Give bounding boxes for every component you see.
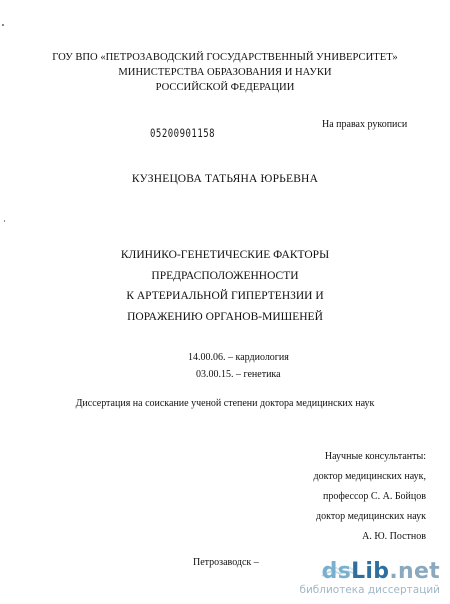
- specialty-cardiology: 14.00.06. – кардиология: [188, 352, 289, 363]
- dslib-watermark: [299, 560, 440, 596]
- scan-speck: [2, 24, 4, 26]
- country-name: РОССИЙСКОЙ ФЕДЕРАЦИИ: [155, 82, 295, 93]
- consultant-degree: доктор медицинских наук,: [313, 471, 426, 482]
- specialty-genetics: 03.00.15. – генетика: [196, 369, 281, 380]
- ministry-name: МИНИСТЕРСТВА ОБРАЗОВАНИЯ И НАУКИ: [118, 67, 332, 78]
- manuscript-note: На правах рукописи: [322, 119, 408, 130]
- institution-name: ГОУ ВПО «ПЕТРОЗАВОДСКИЙ ГОСУДАРСТВЕННЫЙ УНИВЕРСИТЕТ»: [52, 52, 398, 63]
- title-line: К АРТЕРИАЛЬНОЙ ГИПЕРТЕНЗИИ И: [126, 290, 324, 302]
- consultant-name: А. Ю. Постнов: [362, 531, 426, 542]
- registration-stamp: 05200901158: [150, 128, 216, 141]
- title-line: КЛИНИКО-ГЕНЕТИЧЕСКИЕ ФАКТОРЫ: [120, 249, 330, 261]
- author-name: КУЗНЕЦОВА ТАТЬЯНА ЮРЬЕВНА: [131, 173, 319, 185]
- city-year: Петрозаводск –: [193, 557, 259, 568]
- title-line: ПРЕДРАСПОЛОЖЕННОСТИ: [151, 270, 299, 282]
- watermark-brand: dsLib.net: [321, 559, 440, 584]
- consultant-name: профессор С. А. Бойцов: [323, 491, 426, 502]
- scan-speck: [4, 220, 5, 222]
- consultants-heading: Научные консультанты:: [324, 451, 426, 462]
- title-line: ПОРАЖЕНИЮ ОРГАНОВ-МИШЕНЕЙ: [127, 311, 323, 323]
- dissertation-degree-line: Диссертация на соискание ученой степени доктора медицинских наук: [75, 398, 375, 409]
- consultant-degree: доктор медицинских наук: [316, 511, 426, 522]
- watermark-tagline: библиотека диссертаций: [299, 584, 440, 596]
